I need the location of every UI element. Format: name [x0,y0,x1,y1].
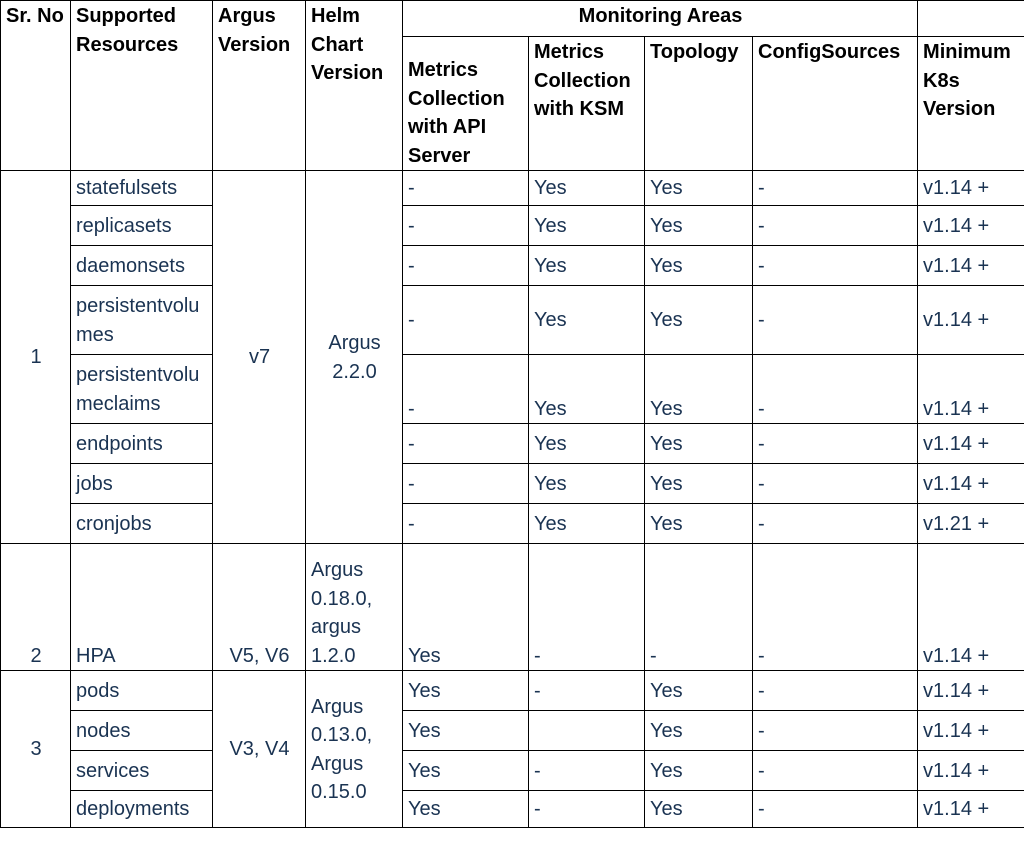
resource-cell: nodes [71,711,213,751]
header-empty [918,1,1024,37]
min-k8s-cell: v1.21 + [918,504,1024,544]
api-server-cell: Yes [403,671,529,711]
header-topology: Topology [645,37,753,171]
ksm-cell: Yes [529,171,645,206]
config-sources-cell: - [753,504,918,544]
header-config-sources: ConfigSources [753,37,918,171]
config-sources-cell: - [753,464,918,504]
table-row [1,206,1024,246]
resource-cell: persistentvolumeclaims [71,355,213,424]
table-row [1,424,1024,464]
min-k8s-cell: v1.14 + [918,751,1024,791]
api-server-cell: Yes [403,791,529,828]
min-k8s-cell: v1.14 + [918,464,1024,504]
min-k8s-cell: v1.14 + [918,711,1024,751]
ksm-cell: - [529,544,645,671]
api-server-cell: - [403,424,529,464]
api-server-cell: - [403,355,529,424]
resource-cell: persistentvolumes [71,286,213,355]
config-sources-cell: - [753,791,918,828]
config-sources-cell: - [753,355,918,424]
ksm-cell: Yes [529,504,645,544]
table-row [1,171,1024,206]
resource-cell: cronjobs [71,504,213,544]
ksm-cell: Yes [529,424,645,464]
table-row [1,751,1024,791]
topology-cell: Yes [645,424,753,464]
header-min-k8s: Minimum K8s Version [918,37,1024,171]
topology-cell: Yes [645,711,753,751]
topology-cell: - [645,544,753,671]
topology-cell: Yes [645,504,753,544]
api-server-cell: - [403,504,529,544]
api-server-cell: - [403,171,529,206]
table-row [1,286,1024,355]
resource-cell: deployments [71,791,213,828]
config-sources-cell: - [753,206,918,246]
api-server-cell: Yes [403,751,529,791]
sr-no-cell: 1 [1,171,71,544]
min-k8s-cell: v1.14 + [918,206,1024,246]
min-k8s-cell: v1.14 + [918,544,1024,671]
argus-version-cell: v7 [213,171,306,544]
min-k8s-cell: v1.14 + [918,355,1024,424]
api-server-cell: - [403,246,529,286]
api-server-cell: Yes [403,544,529,671]
header-monitoring-areas: Monitoring Areas [403,1,918,37]
topology-cell: Yes [645,355,753,424]
ksm-cell: - [529,751,645,791]
topology-cell: Yes [645,671,753,711]
helm-chart-cell: Argus 0.13.0, Argus 0.15.0 [306,671,403,828]
sr-no-cell: 3 [1,671,71,828]
helm-chart-cell: Argus 2.2.0 [306,171,403,544]
min-k8s-cell: v1.14 + [918,671,1024,711]
resource-cell: daemonsets [71,246,213,286]
min-k8s-cell: v1.14 + [918,286,1024,355]
topology-cell: Yes [645,286,753,355]
api-server-cell: - [403,464,529,504]
resource-cell: endpoints [71,424,213,464]
header-metrics-ksm: Metrics Collection with KSM [529,37,645,171]
min-k8s-cell: v1.14 + [918,424,1024,464]
ksm-cell: Yes [529,246,645,286]
header-row-1 [1,1,1024,37]
argus-version-cell: V5, V6 [213,544,306,671]
resource-cell: services [71,751,213,791]
sr-no-cell: 2 [1,544,71,671]
resource-cell: pods [71,671,213,711]
config-sources-cell: - [753,671,918,711]
min-k8s-cell: v1.14 + [918,246,1024,286]
ksm-cell [529,711,645,751]
argus-version-cell: V3, V4 [213,671,306,828]
api-server-cell: - [403,206,529,246]
ksm-cell: Yes [529,206,645,246]
table-row [1,671,1024,711]
header-metrics-api-server: Metrics Collection with API Server [403,37,529,171]
table-row [1,504,1024,544]
min-k8s-cell: v1.14 + [918,171,1024,206]
table-row [1,246,1024,286]
table-row [1,464,1024,504]
table-row [1,544,1024,671]
ksm-cell: Yes [529,464,645,504]
resource-cell: statefulsets [71,171,213,206]
table-row [1,711,1024,751]
header-argus-version: Argus Version [213,1,306,171]
resource-cell: HPA [71,544,213,671]
config-sources-cell: - [753,171,918,206]
topology-cell: Yes [645,246,753,286]
topology-cell: Yes [645,791,753,828]
topology-cell: Yes [645,171,753,206]
header-supported-resources: Supported Resources [71,1,213,171]
helm-chart-cell: Argus 0.18.0, argus 1.2.0 [306,544,403,671]
config-sources-cell: - [753,544,918,671]
topology-cell: Yes [645,206,753,246]
header-helm-chart-version: Helm Chart Version [306,1,403,171]
table-row [1,791,1024,828]
config-sources-cell: - [753,246,918,286]
api-server-cell: Yes [403,711,529,751]
header-sr-no: Sr. No [1,1,71,171]
topology-cell: Yes [645,751,753,791]
topology-cell: Yes [645,464,753,504]
resource-cell: jobs [71,464,213,504]
resource-cell: replicasets [71,206,213,246]
ksm-cell: - [529,791,645,828]
ksm-cell: Yes [529,286,645,355]
table-row [1,355,1024,424]
ksm-cell: Yes [529,355,645,424]
min-k8s-cell: v1.14 + [918,791,1024,828]
config-sources-cell: - [753,286,918,355]
api-server-cell: - [403,286,529,355]
config-sources-cell: - [753,711,918,751]
config-sources-cell: - [753,424,918,464]
config-sources-cell: - [753,751,918,791]
ksm-cell: - [529,671,645,711]
